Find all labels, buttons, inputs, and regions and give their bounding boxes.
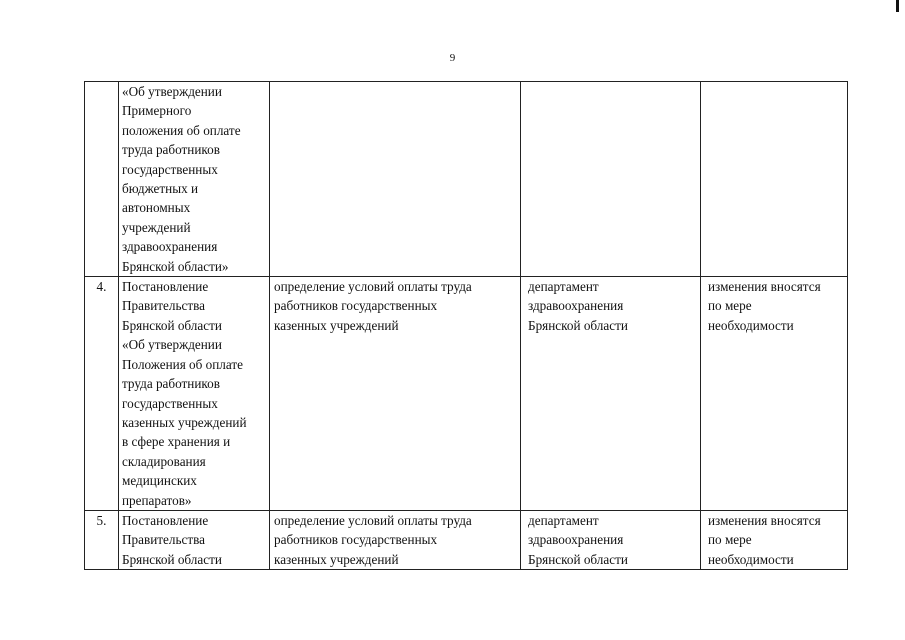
update-note [701,82,848,277]
row-number [85,82,119,277]
responsible-body: департамент здравоохранения Брянской области [521,277,701,511]
update-note: изменения вносятся по мере необходимости [701,277,848,511]
document-purpose: определение условий оплаты труда работников государственных казенных учреждений [270,277,521,511]
document-name: Постановление Правительства Брянской области [119,511,270,570]
document-name: «Об утверждении Примерного положения об оплате труда работников государственных бюджетных и автономных учреждений здравоохранения Брянской области» [119,82,270,277]
document-purpose: определение условий оплаты труда работников государственных казенных учреждений [270,511,521,570]
row-number: 5. [85,511,119,570]
table-row [85,511,848,570]
scan-edge-mark [896,0,899,12]
responsible-body: департамент здравоохранения Брянской области [521,511,701,570]
table-row [85,82,848,277]
regulations-table [84,81,848,570]
update-note: изменения вносятся по мере необходимости [701,511,848,570]
row-number: 4. [85,277,119,511]
responsible-body [521,82,701,277]
document-purpose [270,82,521,277]
document-name: Постановление Правительства Брянской области «Об утверждении Положения об оплате труда работников государственных казенных учреждений в сфере хранения и складирования медицинских препаратов» [119,277,270,511]
page-number: 9 [449,52,456,64]
table-row [85,277,848,511]
